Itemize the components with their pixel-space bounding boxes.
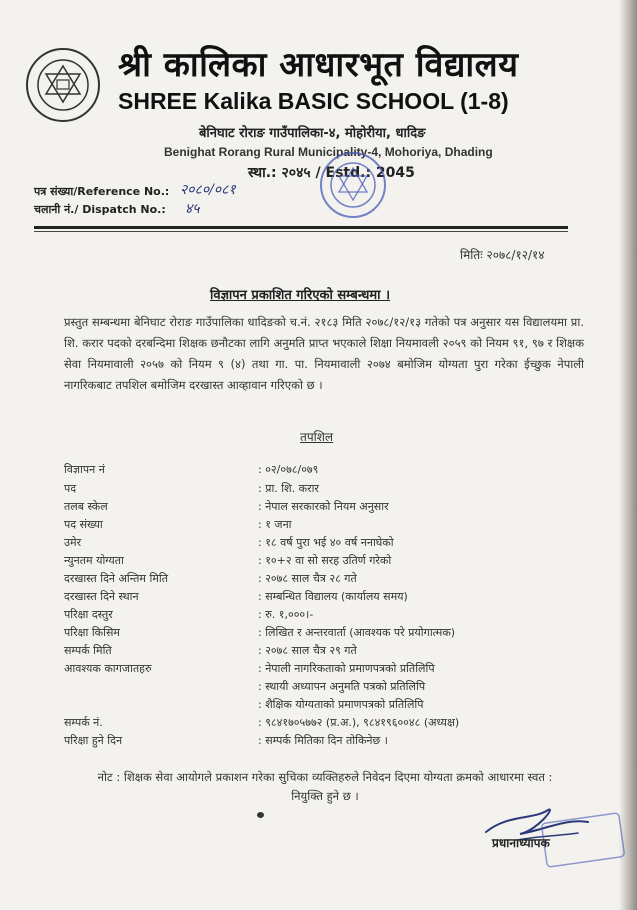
detail-label: पद संख्या xyxy=(64,518,103,531)
header-divider-thin xyxy=(34,231,568,232)
letter-body: प्रस्तुत सम्बन्धमा बेनिघाट रोराङ गाउँपालिका धादिङको च.नं. २१८३ मिति २०७८/१२/१३ गतेको पत्र अनुसार यस विद्यालयमा प्रा. शि. करार पदको दरबन्दिमा शिक्षक छनौटका लागि अनुमति प्राप्त भएकाले शिक्षा नियमावली २०५९ को नियम ९१, ९७ र शिक्षक सेवा नियमावाली २०५७ को नियम ९ (४) तथा गा. पा. नियमावाली २०७४ बमोजिम योग्यता पुरा गरेका ईच्छुक नेपाली नागरिकबाट तपशिल बमोजिम दरखास्त आव्हावान गरिएको छ । xyxy=(64,315,584,392)
detail-row xyxy=(64,607,584,626)
detail-label: पद xyxy=(64,482,77,495)
letter-subject: विज्ञापन प्रकाशित गरिएको सम्बन्धमा । xyxy=(210,288,391,303)
detail-row xyxy=(64,625,584,644)
detail-label: न्युनतम योग्यता xyxy=(64,554,124,567)
detail-row xyxy=(64,589,584,608)
detail-value: : प्रा. शि. करार xyxy=(258,482,319,495)
address-english: Benighat Rorang Rural Municipality-4, Mohoriya, Dhading xyxy=(164,145,493,159)
detail-label: परिक्षा किसिम xyxy=(64,626,120,639)
detail-label: उमेर xyxy=(64,536,82,549)
reference-label: पत्र संख्या/Reference No.: xyxy=(34,185,170,198)
school-stamp-icon xyxy=(318,150,388,220)
letter-note: नोट : शिक्षक सेवा आयोगले प्रकाशन गरेका सुचिका व्यक्तिहरुले निवेदन दिएमा योग्यता क्रमको आधारमा स्वत : नियुक्ति हुने छ । xyxy=(97,770,553,803)
detail-row xyxy=(64,462,584,481)
detail-row xyxy=(64,499,584,518)
detail-label: परिक्षा हुने दिन xyxy=(64,734,123,747)
detail-row xyxy=(64,535,584,554)
detail-row xyxy=(64,643,584,662)
detail-value: : स्थायी अध्यापन अनुमति पत्रको प्रतिलिपि xyxy=(258,680,426,693)
school-logo-icon xyxy=(24,46,102,124)
address-nepali: बेनिघाट रोराङ गाउँपालिका-४, मोहोरीया, धादिङ xyxy=(199,126,426,141)
detail-row xyxy=(64,697,584,716)
detail-value: : २०७८ साल चैत्र २८ गते xyxy=(258,572,357,585)
reference-value: २०८०/०८१ xyxy=(180,182,236,198)
detail-value: : रु. १,०००।- xyxy=(258,608,314,621)
detail-row xyxy=(64,733,584,752)
detail-value: : २०७८ साल चैत्र २९ गते xyxy=(258,644,357,657)
detail-label: तलब स्केल xyxy=(64,500,108,513)
detail-value: : लिखित र अन्तरवार्ता (आवश्यक परे प्रयोगात्मक) xyxy=(258,626,456,639)
dispatch-label: चलानी नं./ Dispatch No.: xyxy=(34,203,166,216)
letter-date: मितिः २०७८/१२/१४ xyxy=(460,248,545,262)
detail-value: : सम्पर्क मितिका दिन तोकिनेछ । xyxy=(258,734,388,747)
established-year: स्था.: २०४५ / Estd.: 2045 xyxy=(248,165,415,181)
detail-row xyxy=(64,661,584,680)
header-divider xyxy=(34,226,568,229)
detail-row xyxy=(64,715,584,734)
detail-label: विज्ञापन नं xyxy=(64,463,105,476)
page-edge-shadow xyxy=(619,0,637,910)
detail-value: : नेपाली नागरिकताको प्रमाणपत्रको प्रतिलिपि xyxy=(258,662,435,675)
detail-label: दरखास्त दिने स्थान xyxy=(64,590,139,603)
dispatch-value: ४५ xyxy=(185,201,200,217)
detail-row xyxy=(64,553,584,572)
detail-row xyxy=(64,571,584,590)
detail-value: : १८ वर्ष पुरा भई ४० वर्ष ननाघेको xyxy=(258,536,394,549)
detail-row xyxy=(64,481,584,500)
detail-value: : १ जना xyxy=(258,518,292,531)
detail-label: आवश्यक कागजातहरु xyxy=(64,662,152,675)
detail-value: : नेपाल सरकारको नियम अनुसार xyxy=(258,500,389,513)
detail-label: परिक्षा दस्तुर xyxy=(64,608,113,621)
detail-row xyxy=(64,517,584,536)
detail-value: : ०२/०७८/०७९ xyxy=(258,463,319,476)
ink-dot xyxy=(257,812,264,818)
school-name-english: SHREE Kalika BASIC SCHOOL (1-8) xyxy=(118,88,509,114)
detail-row xyxy=(64,679,584,698)
detail-value: : ९८४१७०५७७२ (प्र.अ.), ९८४१९६००४८ (अध्यक्ष) xyxy=(258,716,460,729)
detail-value: : १०+२ वा सो सरह उतिर्ण गरेको xyxy=(258,554,392,567)
signature-title: प्रधानाध्यापक xyxy=(492,836,550,850)
school-name-nepali: श्री कालिका आधारभूत विद्यालय xyxy=(118,45,519,85)
detail-label: सम्पर्क मिति xyxy=(64,644,112,657)
detail-label: सम्पर्क नं. xyxy=(64,716,103,729)
detail-value: : शैक्षिक योग्यताको प्रमाणपत्रको प्रतिलिपि xyxy=(258,698,424,711)
detail-label: दरखास्त दिने अन्तिम मिति xyxy=(64,572,169,585)
details-heading: तपशिल xyxy=(300,430,334,444)
detail-value: : सम्बन्धित विद्यालय (कार्यालय समय) xyxy=(258,590,408,603)
